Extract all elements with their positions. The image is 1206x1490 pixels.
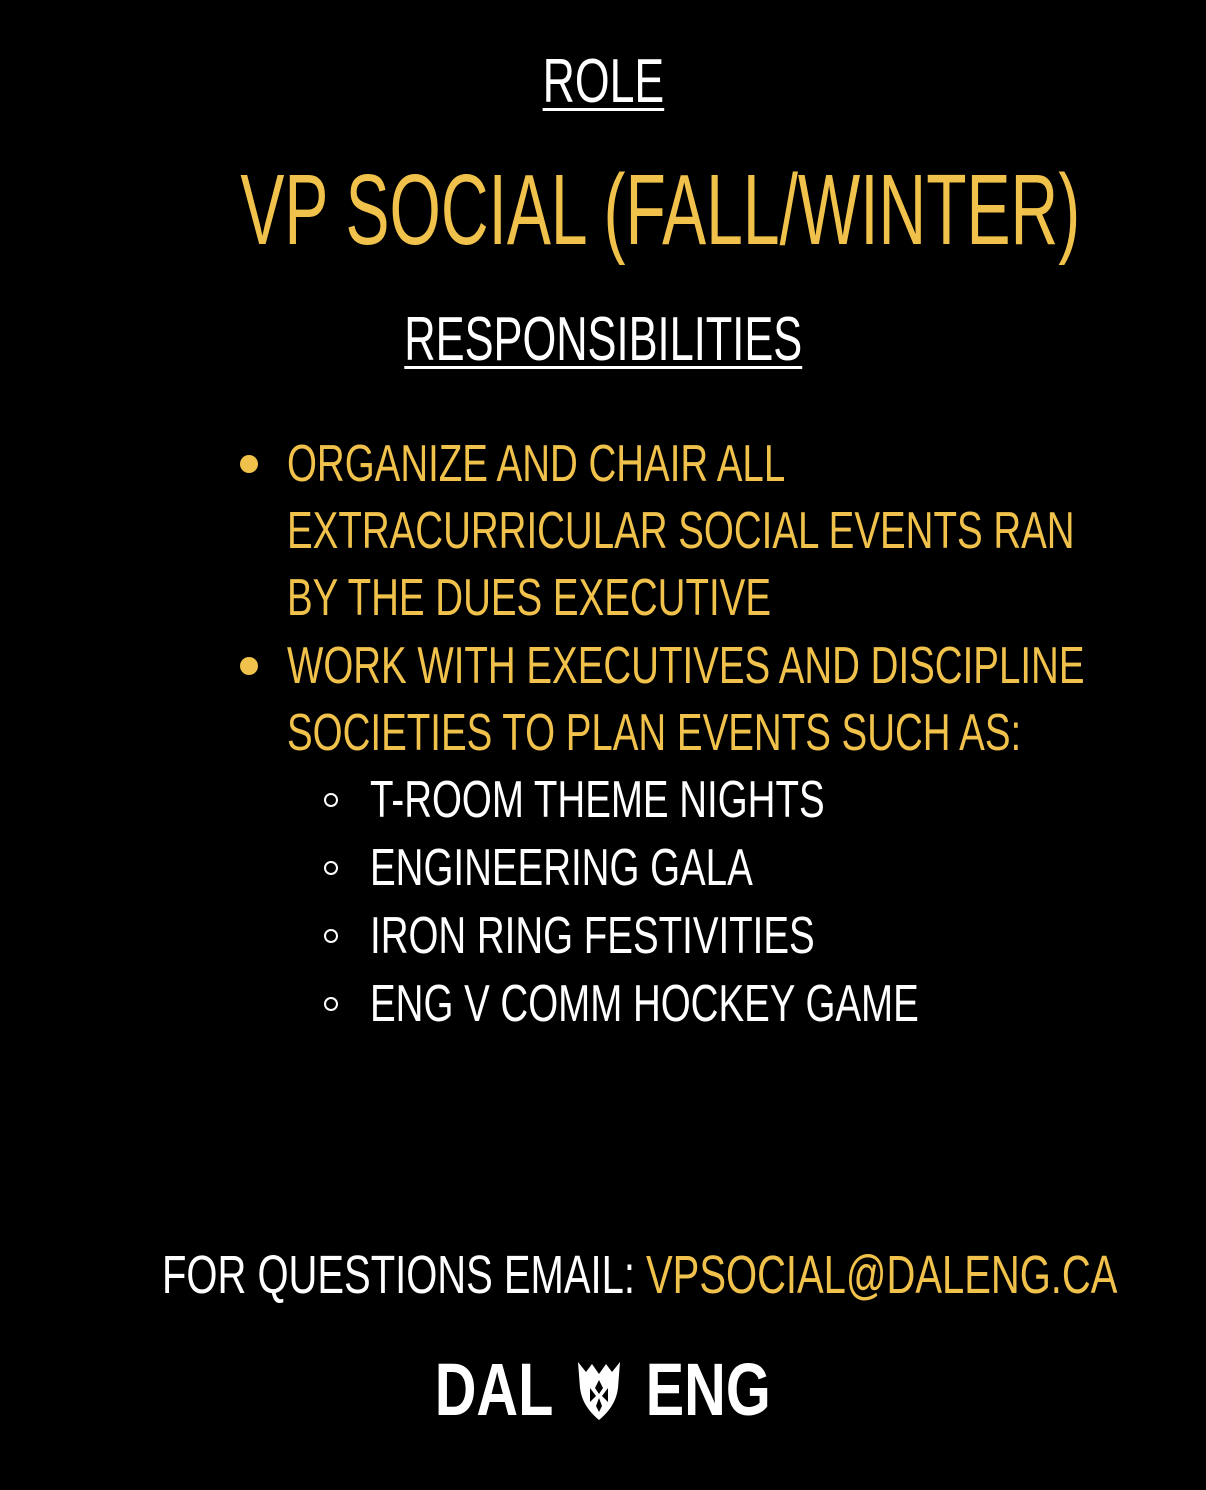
responsibility-line: WORK WITH EXECUTIVES AND DISCIPLINE [287,637,1085,695]
event-item: ENGINEERING GALA [370,839,753,897]
event-item: IRON RING FESTIVITIES [370,907,815,965]
contact-label: FOR QUESTIONS EMAIL: [162,1245,647,1305]
role-title-text: VP SOCIAL (FALL/WINTER) [240,154,1081,266]
responsibility-line: EXTRACURRICULAR SOCIAL EVENTS RAN [287,502,1075,560]
event-item: T-ROOM THEME NIGHTS [370,771,825,829]
bullet-icon [240,455,258,473]
role-label-text: ROLE [542,47,664,116]
dal-eng-logo [0,1348,1206,1432]
responsibility-line: ORGANIZE AND CHAIR ALL [287,435,786,493]
contact-line [162,1240,1206,1310]
logo-left-word: DAL [434,1348,554,1431]
role-label [0,42,1206,122]
shield-crest-icon [576,1358,622,1422]
contact-email-link[interactable]: VPSOCIAL@DALENG.CA [646,1245,1118,1305]
role-title [0,150,1206,270]
responsibility-line: SOCIETIES TO PLAN EVENTS SUCH AS: [287,704,1022,762]
responsibilities-heading [0,300,1206,380]
event-item: ENG V COMM HOCKEY GAME [370,975,919,1033]
hollow-bullet-icon [324,861,338,875]
responsibility-line: BY THE DUES EXECUTIVE [287,569,771,627]
responsibilities-heading-text: RESPONSIBILITIES [404,305,802,374]
hollow-bullet-icon [324,793,338,807]
bullet-icon [240,657,258,675]
hollow-bullet-icon [324,929,338,943]
hollow-bullet-icon [324,997,338,1011]
logo-right-word: ENG [645,1348,771,1431]
